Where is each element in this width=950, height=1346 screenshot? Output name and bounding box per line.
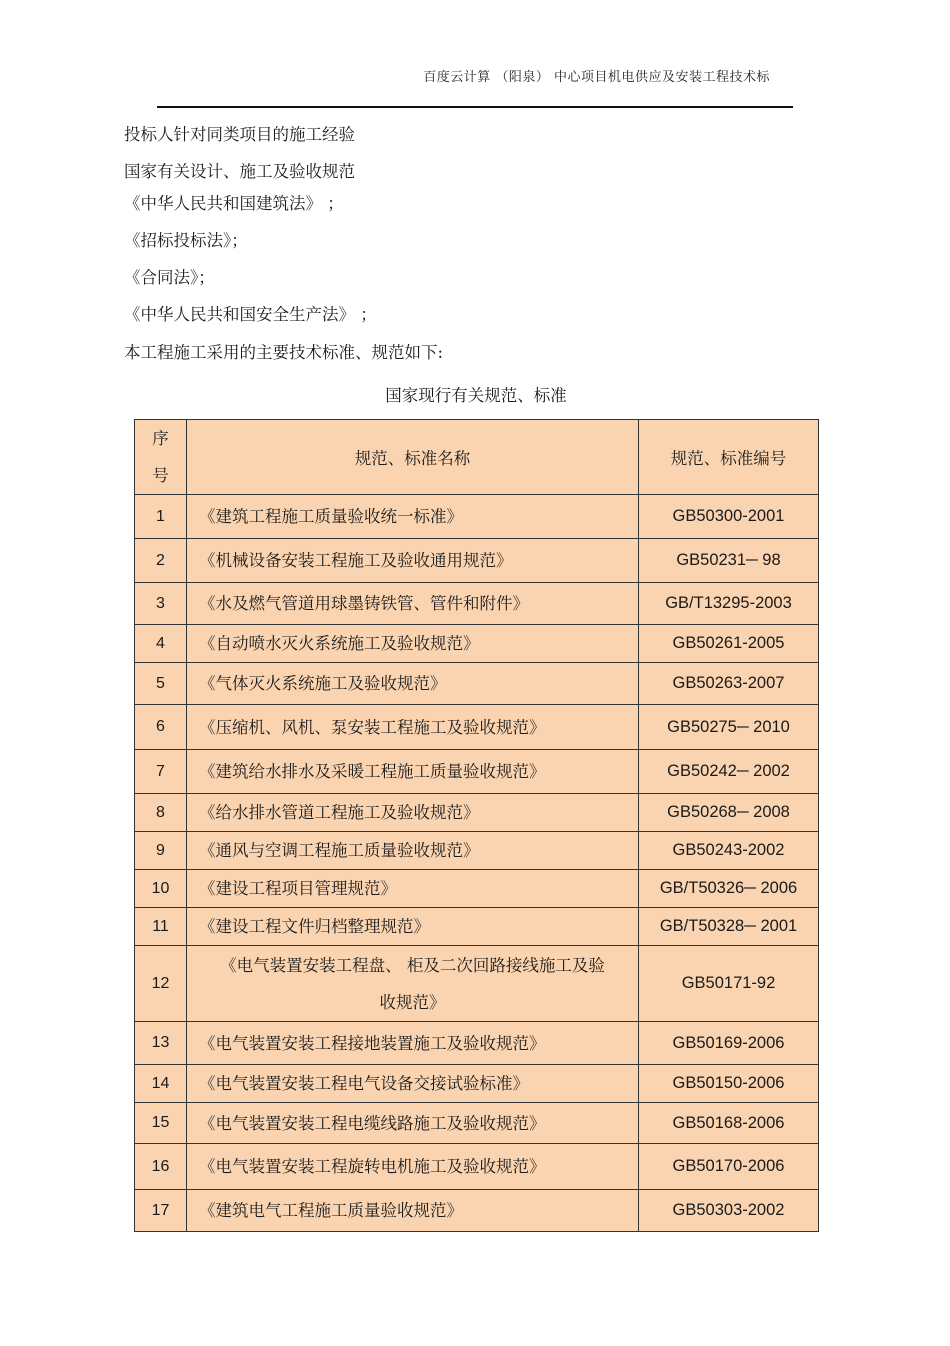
header-divider [157,106,793,108]
table-caption: 国家现行有关规范、标准 [385,386,567,405]
row-number: 13 [135,1022,187,1065]
standard-code: GB50263-2007 [639,663,819,705]
standard-name: 《压缩机、风机、泵安装工程施工及验收规范》 [187,705,639,750]
row-number: 16 [135,1144,187,1190]
standard-name: 《机械设备安装工程施工及验收通用规范》 [187,539,639,583]
standard-name: 《建筑工程施工质量验收统一标准》 [187,495,639,539]
table-row [135,908,819,946]
row-number: 1 [135,495,187,539]
standard-name: 《建筑给水排水及采暖工程施工质量验收规范》 [187,750,639,794]
standard-name: 《建筑电气工程施工质量验收规范》 [187,1190,639,1232]
row-number: 9 [135,832,187,870]
standard-code: GB/T50328─ 2001 [639,908,819,946]
table-row [135,870,819,908]
table-row [135,625,819,663]
table-row [135,750,819,794]
table-row [135,495,819,539]
header-number-line2: 号 [152,466,169,485]
standard-code: GB50150-2006 [639,1065,819,1103]
standard-code: GB50300-2001 [639,495,819,539]
table-row [135,663,819,705]
standard-code: GB50242─ 2002 [639,750,819,794]
row-number: 15 [135,1103,187,1144]
table-row [135,539,819,583]
table-row [135,1144,819,1190]
header-cell-code: 规范、标准编号 [639,420,819,495]
standard-name: 《水及燃气管道用球墨铸铁管、管件和附件》 [187,583,639,625]
standard-code: GB50168-2006 [639,1103,819,1144]
table-row [135,705,819,750]
table-row [135,1103,819,1144]
standard-code: GB50169-2006 [639,1022,819,1065]
standard-code: GB50268─ 2008 [639,794,819,832]
table-row [135,583,819,625]
standard-code: GB/T13295-2003 [639,583,819,625]
row-number: 17 [135,1190,187,1232]
standard-code: GB50170-2006 [639,1144,819,1190]
table-row [135,832,819,870]
standard-name [187,946,639,1022]
standard-name: 《电气装置安装工程电气设备交接试验标准》 [187,1065,639,1103]
standard-code: GB/T50326─ 2006 [639,870,819,908]
document-header-title: 百度云计算 （阳泉） 中心项目机电供应及安装工程技术标 [423,70,770,85]
standard-code: GB50231─ 98 [639,539,819,583]
standard-name: 《电气装置安装工程电缆线路施工及验收规范》 [187,1103,639,1144]
standard-name-line2: 收规范》 [379,992,446,1012]
table-intro-text: 本工程施工采用的主要技术标准、规范如下: [124,343,444,362]
standard-code: GB50303-2002 [639,1190,819,1232]
section-heading-standards: 国家有关设计、施工及验收规范 [124,162,355,181]
row-number: 14 [135,1065,187,1103]
standard-code: GB50261-2005 [639,625,819,663]
standard-name: 《自动喷水灭火系统施工及验收规范》 [187,625,639,663]
standard-name: 《建设工程项目管理规范》 [187,870,639,908]
row-number: 2 [135,539,187,583]
law-item: 《中华人民共和国建筑法》 ； [124,194,344,213]
row-number: 5 [135,663,187,705]
row-number: 3 [135,583,187,625]
section-heading-experience: 投标人针对同类项目的施工经验 [124,125,355,144]
standard-name: 《电气装置安装工程旋转电机施工及验收规范》 [187,1144,639,1190]
row-number: 6 [135,705,187,750]
row-number: 11 [135,908,187,946]
standard-name: 《通风与空调工程施工质量验收规范》 [187,832,639,870]
table-row [135,1190,819,1232]
row-number: 7 [135,750,187,794]
law-item: 《招标投标法》； [124,231,248,250]
standard-name: 《气体灭火系统施工及验收规范》 [187,663,639,705]
law-item: 《合同法》； [124,268,215,287]
standard-code: GB50243-2002 [639,832,819,870]
standards-table [134,419,819,1232]
table-row [135,1065,819,1103]
law-item: 《中华人民共和国安全生产法》 ； [124,305,377,324]
table-row [135,946,819,1022]
table-row [135,794,819,832]
standard-name: 《给水排水管道工程施工及验收规范》 [187,794,639,832]
standard-code: GB50275─ 2010 [639,705,819,750]
row-number: 10 [135,870,187,908]
row-number: 4 [135,625,187,663]
row-number: 12 [135,946,187,1022]
header-number-line1: 序 [152,429,169,448]
header-cell-number [135,420,187,495]
table-row [135,1022,819,1065]
standard-name: 《建设工程文件归档整理规范》 [187,908,639,946]
standard-name: 《电气装置安装工程接地装置施工及验收规范》 [187,1022,639,1065]
table-header-row [135,420,819,495]
header-cell-name: 规范、标准名称 [187,420,639,495]
row-number: 8 [135,794,187,832]
standard-name-line1: 《电气装置安装工程盘、 柜及二次回路接线施工及验 [220,955,605,975]
standard-code: GB50171-92 [639,946,819,1022]
